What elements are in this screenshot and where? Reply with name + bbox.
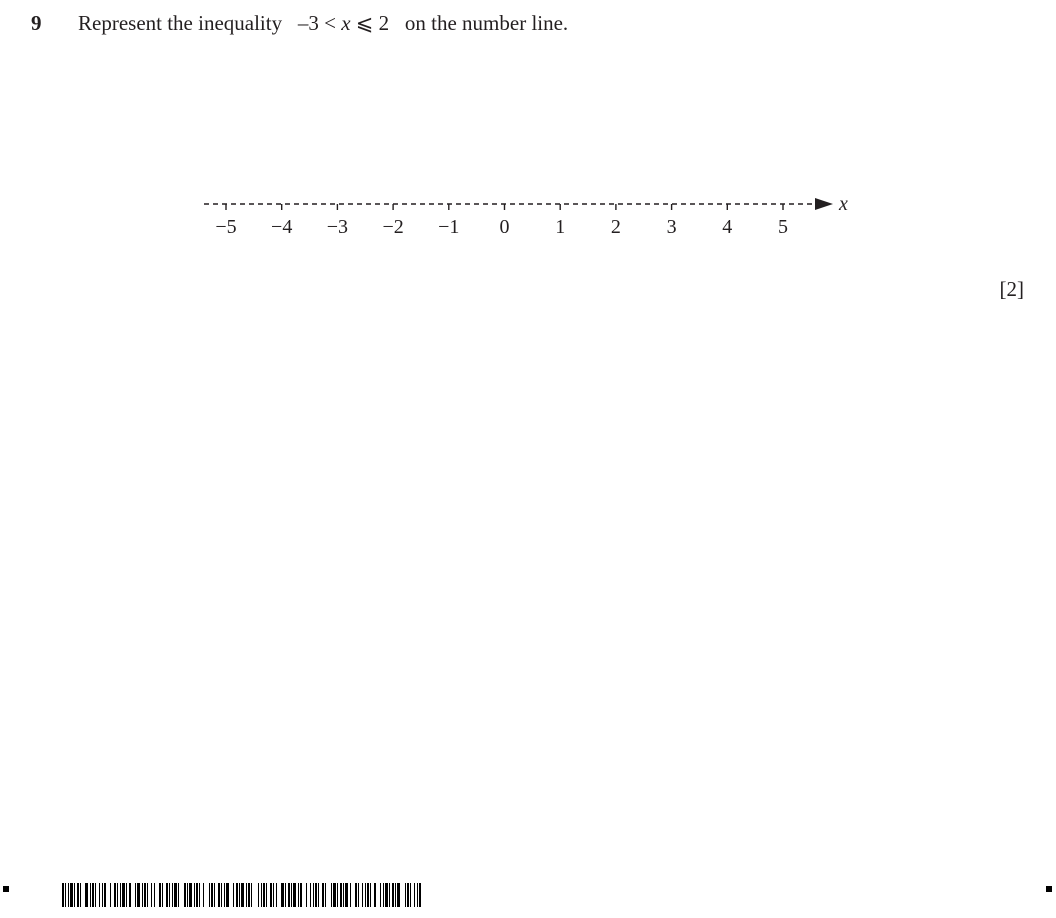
barcode-bar xyxy=(233,883,234,907)
barcode-bar xyxy=(291,883,292,907)
barcode-bar xyxy=(110,883,111,907)
tick-label: −4 xyxy=(271,216,293,238)
barcode-bar xyxy=(203,883,204,907)
barcode-bar xyxy=(194,883,195,907)
barcode-bar xyxy=(374,883,376,907)
barcode-bar xyxy=(80,883,81,907)
barcode-bar xyxy=(266,883,267,907)
barcode-bar xyxy=(318,883,319,907)
barcode xyxy=(62,883,424,907)
marks-label: [2] xyxy=(999,277,1024,301)
barcode-bar xyxy=(380,883,381,907)
barcode-bar xyxy=(154,883,155,907)
arrow-head-icon xyxy=(815,198,833,210)
barcode-bar xyxy=(241,883,244,907)
barcode-bar xyxy=(74,883,75,907)
inequality-less-or-equal: ⩽ xyxy=(355,11,374,35)
tick-label: 4 xyxy=(722,216,733,238)
inequality-less-than: < xyxy=(324,11,336,35)
barcode-bar xyxy=(144,883,146,907)
tick-label: −5 xyxy=(215,216,237,238)
tick-label: 2 xyxy=(610,216,621,238)
barcode-bar xyxy=(189,883,192,907)
barcode-bar xyxy=(196,883,198,907)
barcode-bar xyxy=(298,883,299,907)
barcode-bar xyxy=(117,883,118,907)
barcode-bar xyxy=(300,883,302,907)
inequality-variable: x xyxy=(341,11,351,35)
barcode-bar xyxy=(99,883,100,907)
barcode-bar xyxy=(199,883,200,907)
barcode-bar xyxy=(102,883,103,907)
barcode-bar xyxy=(325,883,326,907)
barcode-bar xyxy=(226,883,229,907)
barcode-bar xyxy=(62,883,64,907)
barcode-bar xyxy=(142,883,143,907)
barcode-bar xyxy=(224,883,225,907)
barcode-bar xyxy=(77,883,79,907)
axis-label: x xyxy=(839,193,848,215)
barcode-bar xyxy=(340,883,342,907)
barcode-bar xyxy=(414,883,415,907)
barcode-bar xyxy=(169,883,170,907)
barcode-bar xyxy=(358,883,359,907)
barcode-bar xyxy=(407,883,409,907)
barcode-bar xyxy=(68,883,69,907)
barcode-bar xyxy=(258,883,259,907)
barcode-bar xyxy=(137,883,140,907)
barcode-bar xyxy=(211,883,213,907)
barcode-bar xyxy=(248,883,250,907)
tick-label: 3 xyxy=(666,216,677,238)
barcode-bar xyxy=(395,883,396,907)
barcode-bar xyxy=(251,883,252,907)
barcode-bar xyxy=(162,883,163,907)
barcode-bar xyxy=(85,883,88,907)
tick-label: 1 xyxy=(555,216,566,238)
barcode-bar xyxy=(114,883,116,907)
corner-registration-mark-right xyxy=(1046,886,1052,892)
barcode-bar xyxy=(209,883,210,907)
barcode-bar xyxy=(419,883,421,907)
ticks-group xyxy=(215,204,788,238)
barcode-bar xyxy=(410,883,411,907)
barcode-bar xyxy=(333,883,336,907)
barcode-bar xyxy=(65,883,66,907)
barcode-bar xyxy=(218,883,220,907)
barcode-bar xyxy=(187,883,188,907)
barcode-bar xyxy=(367,883,369,907)
question-prompt: Represent the inequality xyxy=(78,11,283,35)
barcode-bar xyxy=(178,883,179,907)
barcode-bar xyxy=(355,883,357,907)
question-suffix: on the number line. xyxy=(404,11,569,35)
tick-label: −2 xyxy=(382,216,404,238)
barcode-bar xyxy=(270,883,272,907)
inequality-right: 2 xyxy=(378,11,390,35)
barcode-bar xyxy=(261,883,262,907)
barcode-bar xyxy=(405,883,406,907)
barcode-bar xyxy=(293,883,296,907)
barcode-bar xyxy=(417,883,418,907)
barcode-bar xyxy=(389,883,390,907)
barcode-bar xyxy=(129,883,131,907)
barcode-bar xyxy=(263,883,265,907)
corner-registration-mark-left xyxy=(3,886,9,892)
barcode-bar xyxy=(383,883,384,907)
barcode-bar xyxy=(370,883,371,907)
barcode-bar xyxy=(397,883,400,907)
barcode-bar xyxy=(310,883,311,907)
barcode-bar xyxy=(174,883,177,907)
barcode-bar xyxy=(159,883,161,907)
barcode-bar xyxy=(221,883,222,907)
barcode-bar xyxy=(147,883,148,907)
barcode-bar xyxy=(322,883,324,907)
barcode-bar xyxy=(90,883,91,907)
barcode-bar xyxy=(246,883,247,907)
barcode-bar xyxy=(120,883,121,907)
inequality-left: –3 xyxy=(297,11,319,35)
tick-label: 0 xyxy=(499,216,510,238)
barcode-bar xyxy=(385,883,388,907)
barcode-bar xyxy=(306,883,307,907)
barcode-bar xyxy=(239,883,240,907)
barcode-bar xyxy=(276,883,277,907)
barcode-bar xyxy=(151,883,152,907)
barcode-bar xyxy=(313,883,314,907)
barcode-bar xyxy=(337,883,338,907)
tick-label: −1 xyxy=(438,216,460,238)
barcode-bar xyxy=(172,883,173,907)
barcode-bar xyxy=(281,883,284,907)
barcode-bar xyxy=(345,883,348,907)
barcode-bar xyxy=(236,883,238,907)
barcode-bar xyxy=(122,883,125,907)
barcode-bar xyxy=(95,883,96,907)
barcode-bar xyxy=(350,883,351,907)
barcode-bar xyxy=(362,883,363,907)
tick-label: −3 xyxy=(326,216,349,238)
question-number: 9 xyxy=(31,11,42,35)
barcode-bar xyxy=(70,883,73,907)
barcode-bar xyxy=(343,883,344,907)
barcode-bar xyxy=(135,883,136,907)
barcode-bar xyxy=(214,883,215,907)
barcode-bar xyxy=(184,883,186,907)
barcode-bar xyxy=(166,883,168,907)
barcode-bar xyxy=(104,883,106,907)
barcode-bar xyxy=(315,883,317,907)
barcode-bar xyxy=(273,883,274,907)
barcode-bar xyxy=(365,883,366,907)
barcode-bar xyxy=(331,883,332,907)
barcode-bar xyxy=(288,883,290,907)
barcode-bar xyxy=(392,883,394,907)
tick-label: 5 xyxy=(778,216,788,238)
barcode-bar xyxy=(126,883,127,907)
barcode-bar xyxy=(92,883,94,907)
barcode-bar xyxy=(285,883,286,907)
question-text xyxy=(78,10,568,36)
number-line xyxy=(190,188,870,248)
